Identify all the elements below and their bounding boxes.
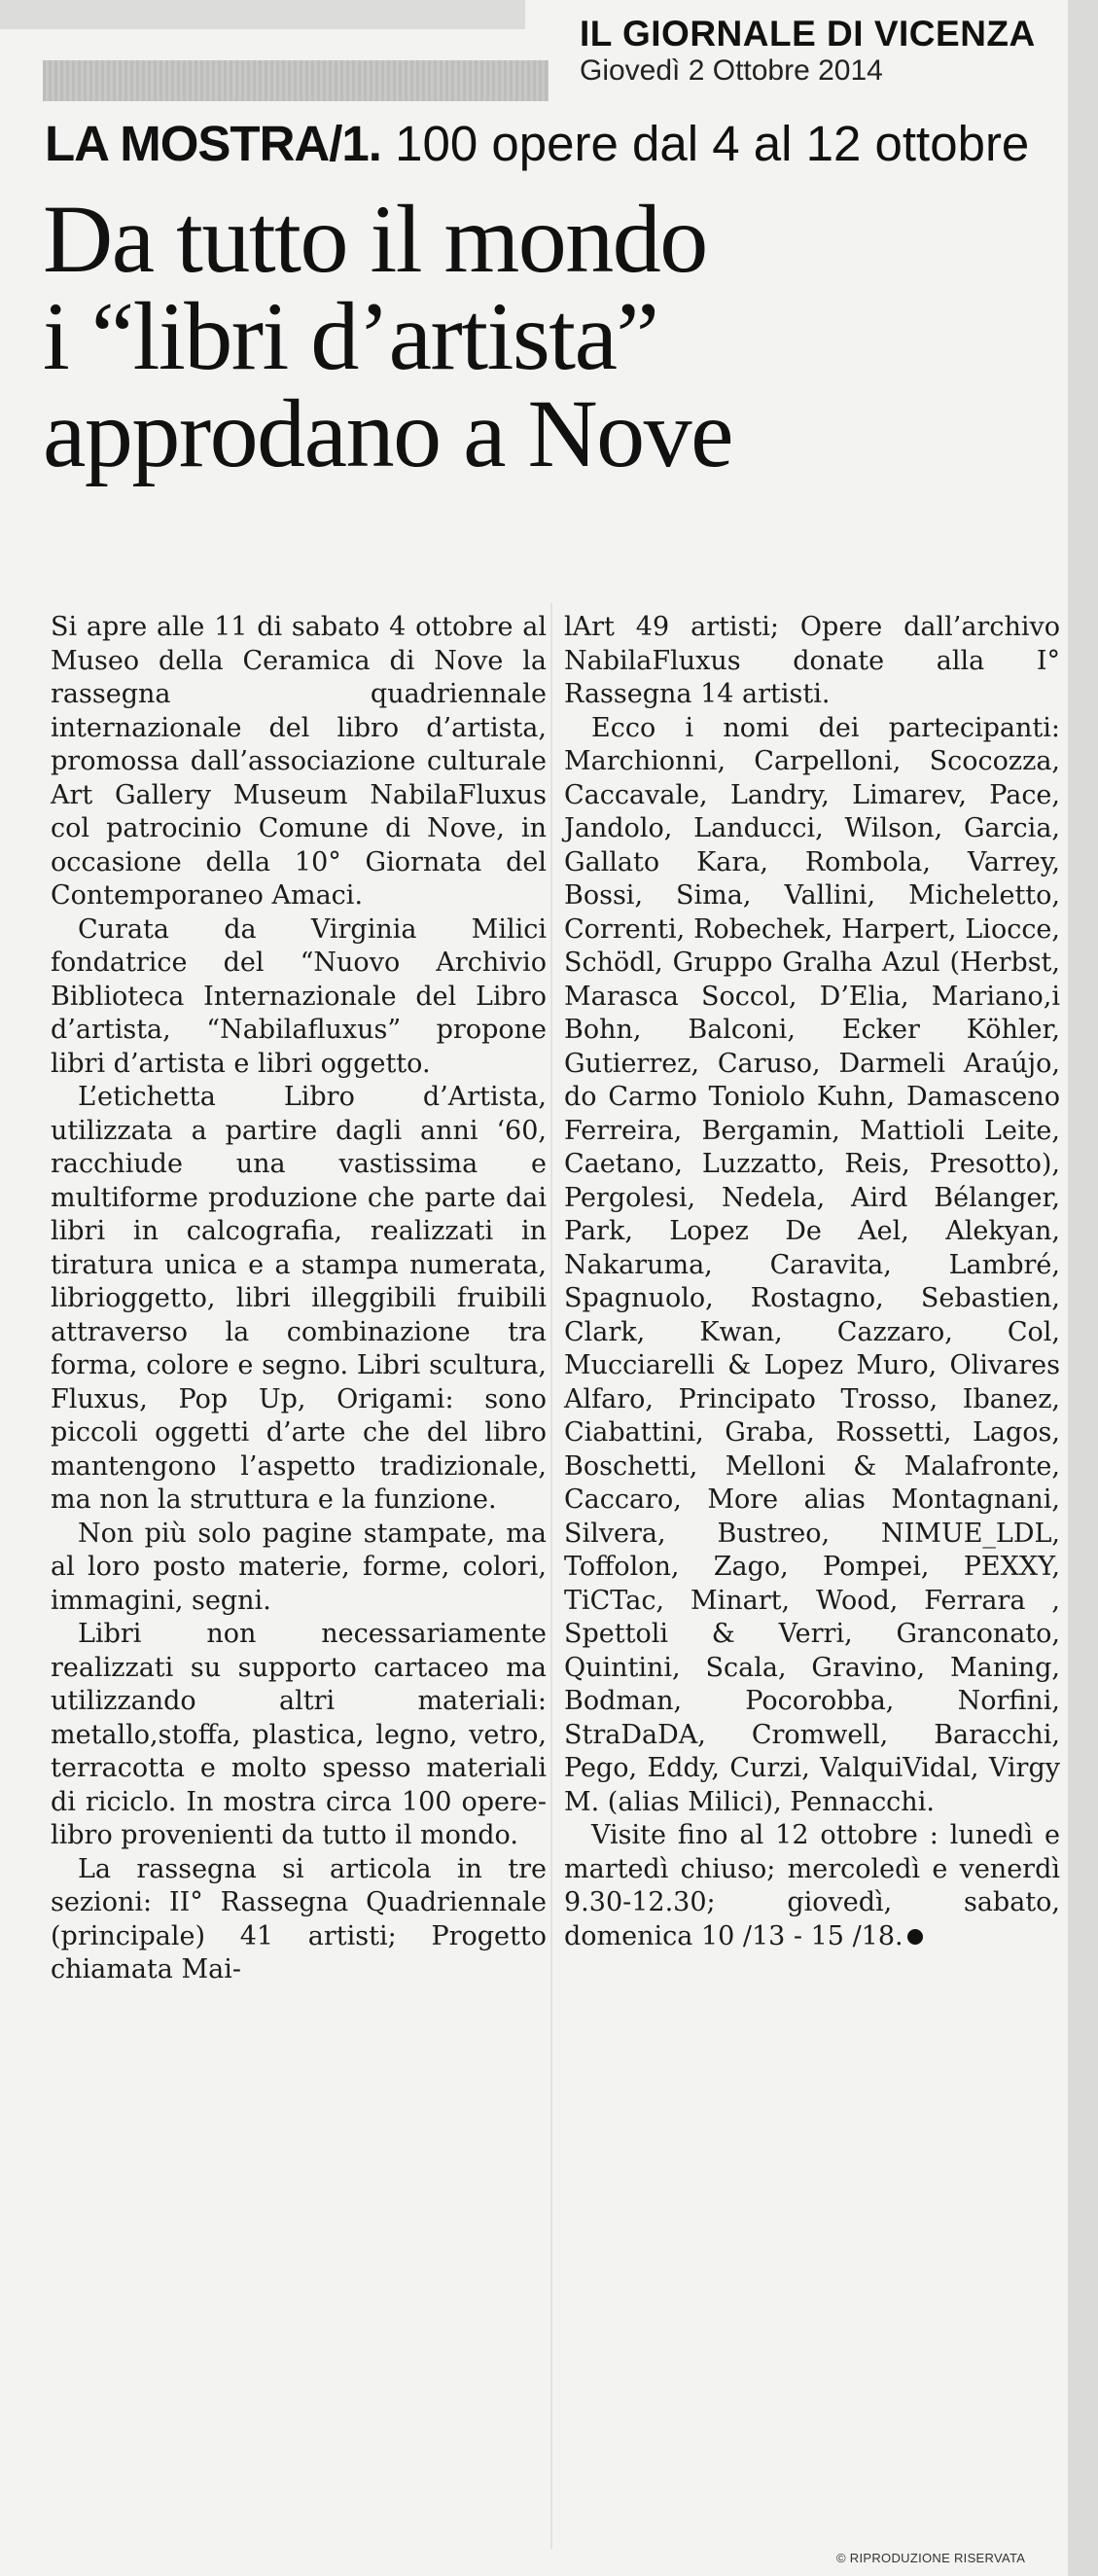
kicker-text: 100 opere dal 4 al 12 ottobre: [380, 116, 1030, 171]
article-column-left: [51, 611, 547, 1987]
headline-line: approdano a Nove: [43, 379, 733, 487]
column-gutter: [550, 603, 552, 2549]
participants-paragraph: Ecco i nomi dei partecipanti: Marchionni, Carpelloni, Scocozza, Caccavale, Landry, Limarev, Pace, Jandolo, Landucci, Wilson, Garcia, Gallato Kara, Rombola, Varrey, Bossi, Sima, Vallini, Micheletto, Correnti, Robechek, Harpert, Liocce, Schödl, Gruppo Gralha Azul (Herbst, Marasca Soccol, D’Elia, Mariano,i Bohn, Balconi, Ecker Köhler, Gutierrez, Caruso, Darmeli Araújo, do Carmo Toniolo Kuhn, Damasceno Ferreira, Bergamin, Mattioli Leite, Caetano, Luzzatto, Reis, Presotto), Pergolesi, Nedela, Aird Bélanger, Park, Lopez De Ael, Alekyan, Nakaruma, Caravita, Lambré, Spagnuolo, Rostagno, Sebastien, Clark, Kwan, Cazzaro, Col, Mucciarelli & Lopez Muro, Olivares Alfaro, Principato Trosso, Ibanez, Ciabattini, Graba, Rossetti, Lagos, Boschetti, Melloni & Malafronte, Caccaro, More alias Montagnani, Silvera, Bustreo, NIMUE_LDL, Toffolon, Zago, Pompei, PEXXY, TiCTac, Minart, Wood, Ferrara , Spettoli & Verri, Granconato, Quintini, Scala, Gravino, Maning, Bodman, Pocorobba, Norfini, StraDaDA, Cromwell, Baracchi, Pego, Eddy, Curzi, ValquiVidal, Virgy M. (alias Milici), Pennacchi.: [564, 712, 1060, 1817]
headline-line: Da tutto il mondo: [43, 185, 707, 293]
kicker: [45, 115, 1029, 172]
body-paragraph: Libri non necessariamente realizzati su supporto cartaceo ma utilizzando altri materiali: metallo,stoffa, plastica, legno, vetro, terracotta e molto spesso materiali di riciclo. In mostra circa 100 opere-libro provenienti da tutto il mondo.: [51, 1619, 547, 1850]
headline: [43, 185, 1054, 487]
masthead: [580, 14, 1036, 88]
body-paragraph: lArt 49 artisti; Opere dall’archivo NabilaFluxus donate alla I° Rassegna 14 artisti.: [564, 612, 1060, 709]
article-column-right: [564, 611, 1060, 1953]
body-paragraph: Non più solo pagine stampate, ma al loro posto materie, forme, colori, immagini, segni.: [51, 1518, 547, 1616]
body-paragraph: Si apre alle 11 di sabato 4 ottobre al Museo della Ceramica di Nove la rassegna quadriennale internazionale del libro d’artista, promossa dall’associazione culturale Art Gallery Museum NabilaFluxus col patrocinio Comune di Nove, in occasione della 10° Giornata del Contemporaneo Amaci.: [51, 612, 547, 911]
body-paragraph: La rassegna si articola in tre sezioni: II° Rassegna Quadriennale (principale) 41 artisti; Progetto chiamata Mai-: [51, 1853, 547, 1985]
section-header-bar: [43, 60, 549, 101]
visiting-hours-text: Visite fino al 12 ottobre : lunedì e martedì chiuso; mercoledì e venerdì 9.30-12.30; giovedì, sabato, domenica 10 /13 - 15 /18.: [564, 1820, 1060, 1951]
headline-line: i “libri d’artista”: [43, 282, 658, 390]
publication-name: IL GIORNALE DI VICENZA: [580, 14, 1036, 54]
publication-date: Giovedì 2 Ottobre 2014: [580, 54, 883, 87]
end-of-article-icon: [907, 1929, 923, 1945]
adjacent-column-edge-top: [0, 0, 525, 29]
body-paragraph: L’etichetta Libro d’Artista, utilizzata a partire dagli anni ‘60, racchiude una vastissima e multiforme produzione che parte dai libri in calcografia, realizzati in tiratura unica e a stampa numerata, librioggetto, libri illeggibili fruibili attraverso la combinazione tra forma, colore e segno. Libri scultura, Fluxus, Pop Up, Origami: sono piccoli oggetti d’arte che del libro mantengono l’aspetto tradizionale, ma non la struttura e la funzione.: [51, 1082, 547, 1515]
kicker-label: LA MOSTRA/1.: [45, 116, 381, 171]
copyright-notice: © RIPRODUZIONE RISERVATA: [836, 2551, 1026, 2565]
adjacent-page-edge-right: [1068, 0, 1098, 2576]
body-paragraph: Curata da Virginia Milici fondatrice del “Nuovo Archivio Biblioteca Internazionale del Libro d’artista, “Nabilafluxus” propone libri d’artista e libri oggetto.: [51, 913, 547, 1079]
visiting-hours-paragraph: [564, 1819, 1060, 1953]
